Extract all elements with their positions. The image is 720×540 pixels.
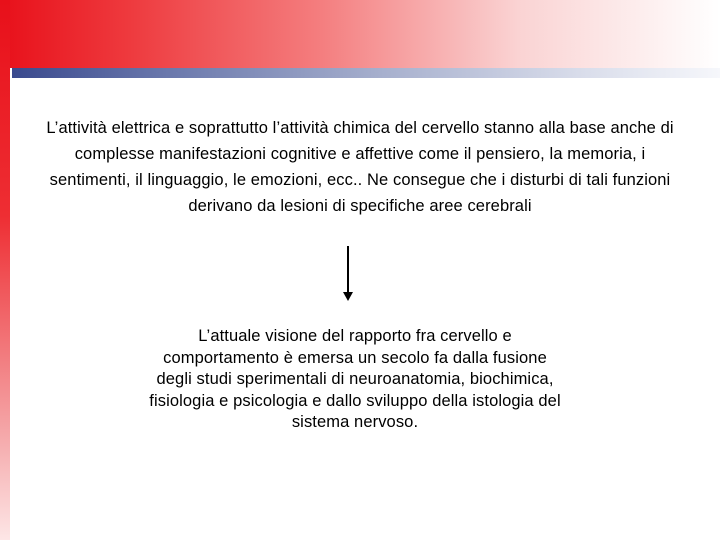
arrow-down-icon: [340, 246, 356, 302]
conclusion-paragraph: L’attuale visione del rapporto fra cervello e comportamento è emersa un secolo fa dalla fusione degli studi sperimentali di neuroanatomia, biochimica, fisiologia e psicologia e dallo sviluppo della istologia del sistema nervoso.: [149, 327, 561, 431]
header-divider-bar: [12, 68, 720, 78]
intro-paragraph: L’attività elettrica e soprattutto l’attività chimica del cervello stanno alla base anche di complesse manifestazioni cognitive e affettive come il pensiero, la memoria, i sentimenti, il linguaggio, le emozioni, ecc.. Ne consegue che i disturbi di tali funzioni derivano da lesioni di specifiche aree cerebrali: [46, 119, 674, 215]
left-accent-bar: [0, 0, 10, 540]
header-gradient-band: [0, 0, 720, 68]
